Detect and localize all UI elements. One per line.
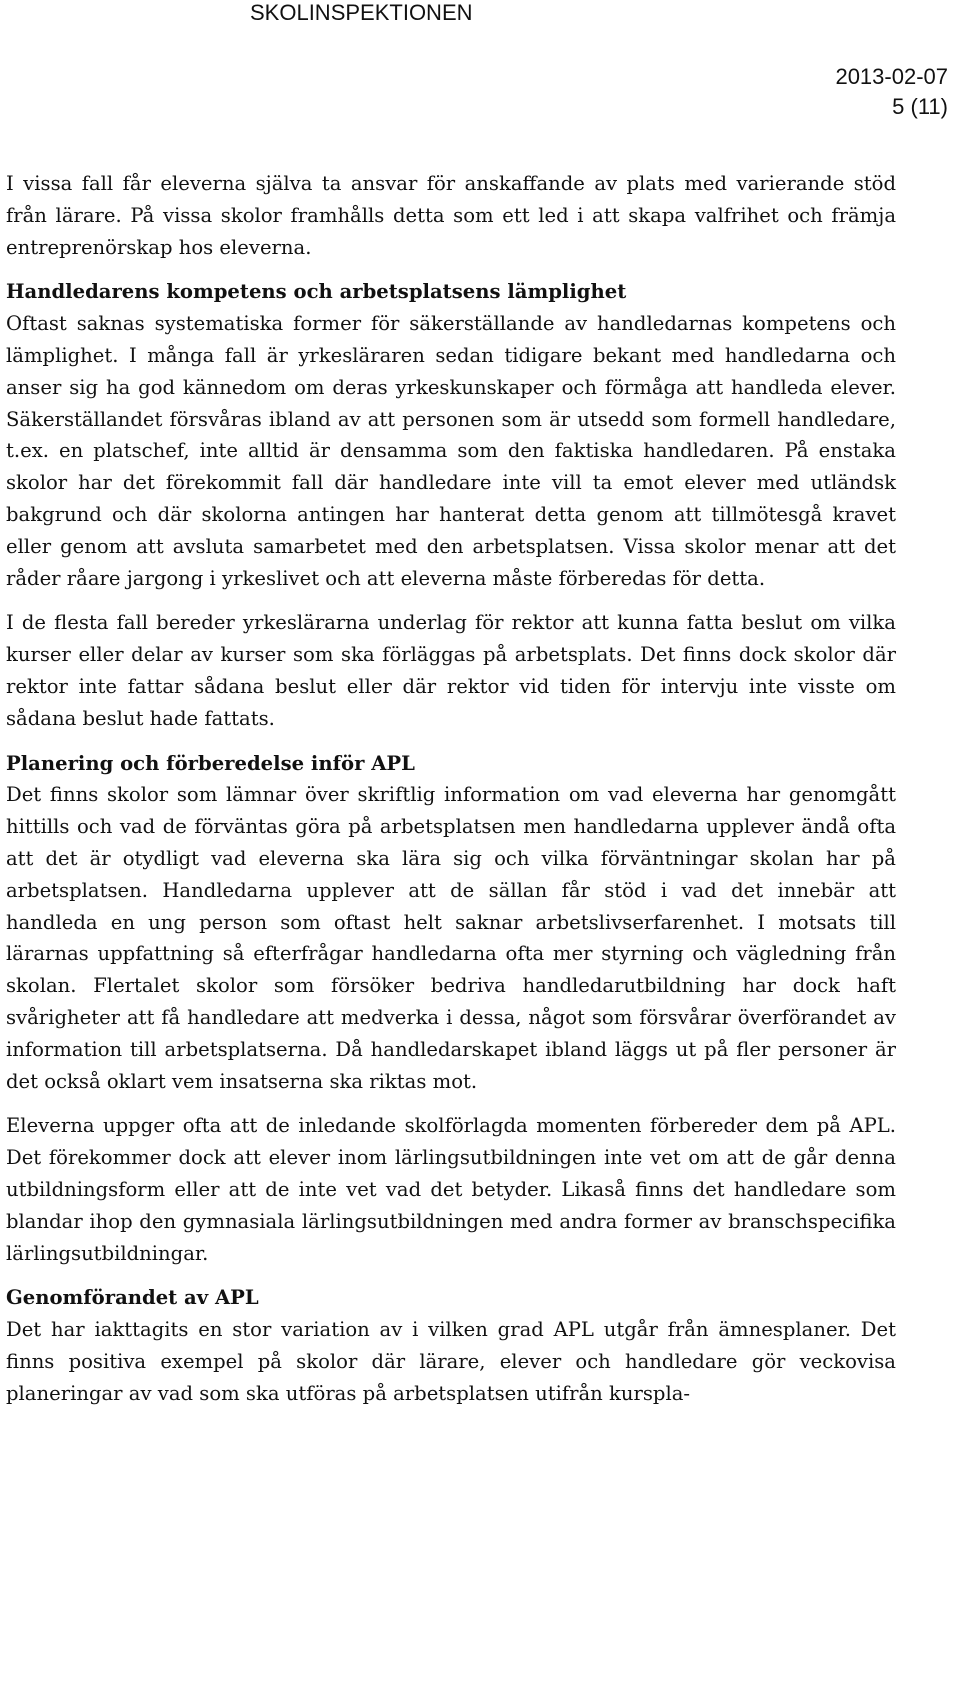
paragraph: Oftast saknas systematiska former för säkerställande av handledarnas kompetens och lämplighet. I många fall är yrkesläraren sedan tidigare bekant med handledarna och anser sig ha god kännedom om deras yrkeskunskaper och förmåga att handleda elever. Säkerställandet försvåras ibland av att personen som är utsedd som formell handledare, t.ex. en platschef, inte alltid är densamma som den faktiska handledaren. På enstaka skolor har det förekommit fall där handledare inte vill ta emot elever med utländsk bakgrund och där skolorna antingen har hanterat detta genom att tillmötesgå kravet eller genom att avsluta samarbetet med den arbetsplatsen. Vissa skolor menar att det råder råare jargong i yrkeslivet och att eleverna måste förberedas för detta. <box>6 312 896 590</box>
paragraph: Eleverna uppger ofta att de inledande skolförlagda momenten förbereder dem på APL. Det förekommer dock att elever inom lärlingsutbildningen inte vet om att de går denna utbildningsform eller att de inte vet vad det betyder. Likaså finns det handledare som blandar ihop den gymnasiala lärlingsutbildningen med andra former av branschspecifika lärlingsutbildningar. <box>6 1114 896 1265</box>
section-heading: Genomförandet av APL <box>6 1286 259 1310</box>
paragraph: I vissa fall får eleverna själva ta ansvar för anskaffande av plats med varierande stöd från lärare. På vissa skolor framhålls detta som ett led i att skapa valfrihet och främja entreprenörskap hos eleverna. <box>6 172 896 259</box>
page-number: 5 (11) <box>892 94 948 119</box>
paragraph: Det finns skolor som lämnar över skriftlig information om vad eleverna har genomgått hittills och vad de förväntas göra på arbetsplatsen men handledarna upplever ändå ofta att det är otydligt vad eleverna ska lära sig och vilka förväntningar skolan har på arbetsplatsen. Handledarna upplever att de sällan får stöd i vad det innebär att handleda en ung person som oftast helt saknar arbetslivserfarenhet. I motsats till lärarnas uppfattning så efterfrågar handledarna ofta mer styrning och vägledning från skolan. Flertalet skolor som försöker bedriva handledarutbildning har dock haft svårigheter att få handledare att medverka i dessa, något som försvårar överförandet av information till arbetsplatserna. Då handledarskapet ibland läggs ut på fler personer är det också oklart vem insatserna ska riktas mot. <box>6 783 896 1093</box>
document-date: 2013-02-07 <box>835 64 948 89</box>
paragraph: I de flesta fall bereder yrkeslärarna underlag för rektor att kunna fatta beslut om vilka kurser eller delar av kurser som ska förläggas på arbetsplats. Det finns dock skolor där rektor inte fattar sådana beslut eller där rektor vid tiden för intervju inte visste om sådana beslut hade fattats. <box>6 611 896 730</box>
section-heading: Planering och förberedelse inför APL <box>6 751 415 775</box>
paragraph: Det har iakttagits en stor variation av i vilken grad APL utgår från ämnesplaner. Det finns positiva exempel på skolor där lärare, elever och handledare gör veckovisa planeringar av vad som ska utföras på arbetsplatsen utifrån kurspla- <box>6 1318 896 1405</box>
section-heading: Handledarens kompetens och arbetsplatsens lämplighet <box>6 280 627 304</box>
organization-name: SKOLINSPEKTIONEN <box>250 0 473 25</box>
document-body <box>6 168 896 1422</box>
document-meta <box>835 62 948 122</box>
